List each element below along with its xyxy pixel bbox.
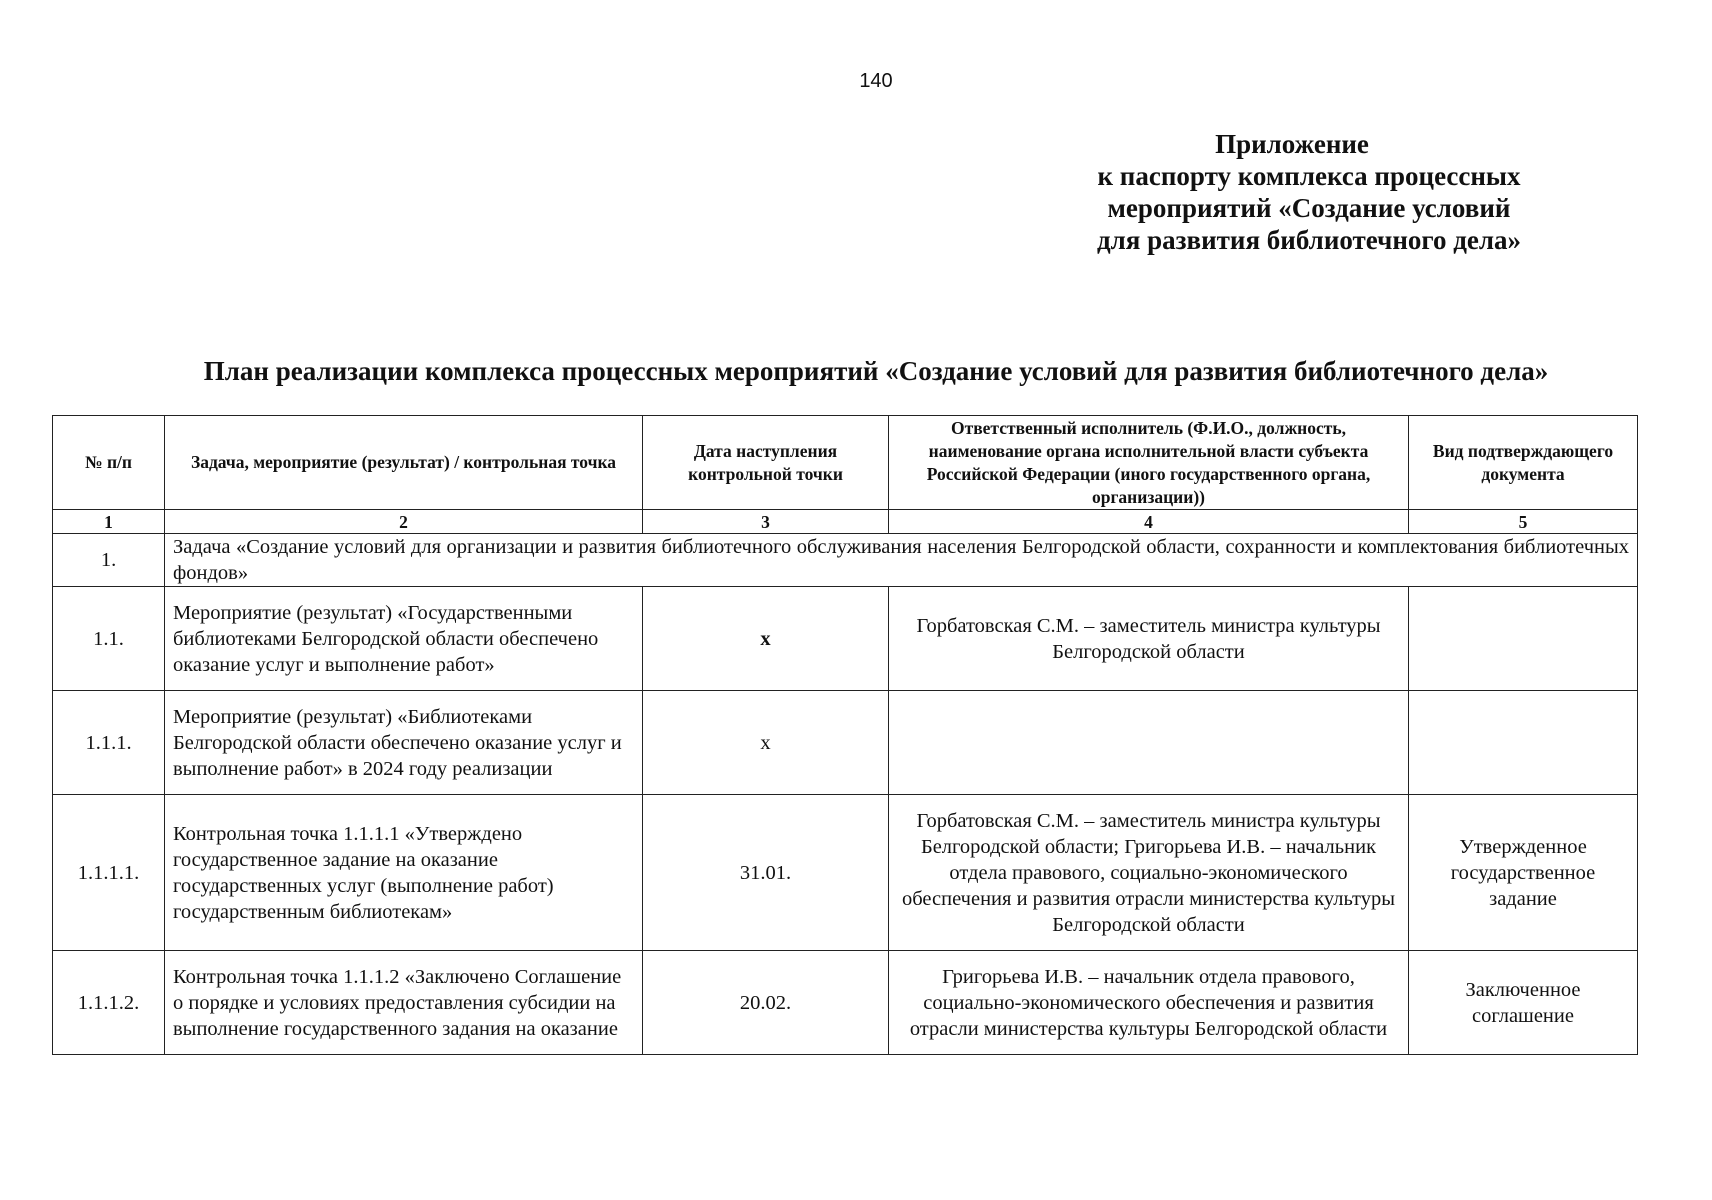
table-row bbox=[53, 691, 1638, 795]
column-number: 1 bbox=[53, 510, 165, 534]
header-date: Дата наступления контрольной точки bbox=[643, 416, 889, 510]
task-row bbox=[53, 534, 1638, 587]
column-number: 5 bbox=[1409, 510, 1638, 534]
row-date: 20.02. bbox=[643, 951, 889, 1055]
appendix-line: к паспорту комплекса процессных bbox=[1097, 161, 1521, 191]
column-number: 3 bbox=[643, 510, 889, 534]
task-text: Задача «Создание условий для организации и развития библиотечного обслуживания населения Белгородской области, сохранности и комплектования библиотечных фондов» bbox=[165, 534, 1638, 587]
row-responsible: Горбатовская С.М. – заместитель министра культуры Белгородской области; Григорьева И.В. – начальник отдела правового, социально-экономического обеспечения и развития отрасли министерства культуры Белгородской области bbox=[889, 795, 1409, 951]
row-name: Контрольная точка 1.1.1.2 «Заключено Соглашение о порядке и условиях предоставления субсидии на выполнение государственного задания на оказание bbox=[165, 951, 643, 1055]
column-number: 4 bbox=[889, 510, 1409, 534]
row-name: Мероприятие (результат) «Государственными библиотеками Белгородской области обеспечено оказание услуг и выполнение работ» bbox=[165, 587, 643, 691]
row-date: х bbox=[643, 587, 889, 691]
row-number: 1.1.1. bbox=[53, 691, 165, 795]
row-responsible: Горбатовская С.М. – заместитель министра культуры Белгородской области bbox=[889, 587, 1409, 691]
page-number: 140 bbox=[859, 70, 893, 92]
row-responsible bbox=[889, 691, 1409, 795]
row-responsible: Григорьева И.В. – начальник отдела правового, социально-экономического обеспечения и развития отрасли министерства культуры Белгородской области bbox=[889, 951, 1409, 1055]
appendix-line: для развития библиотечного дела» bbox=[1096, 225, 1522, 255]
row-document bbox=[1409, 691, 1638, 795]
row-number: 1.1.1.1. bbox=[53, 795, 165, 951]
column-number-row bbox=[53, 510, 1638, 534]
row-number: 1.1. bbox=[53, 587, 165, 691]
table-row bbox=[53, 587, 1638, 691]
row-date: 31.01. bbox=[643, 795, 889, 951]
row-date: х bbox=[643, 691, 889, 795]
row-name: Мероприятие (результат) «Библиотеками Белгородской области обеспечено оказание услуг и выполнение работ» в 2024 году реализации bbox=[165, 691, 643, 795]
header-num: № п/п bbox=[53, 416, 165, 510]
plan-title: План реализации комплекса процессных мероприятий «Создание условий для развития библиотечного дела» bbox=[203, 356, 1549, 386]
header-document: Вид подтверждающего документа bbox=[1409, 416, 1638, 510]
appendix-block bbox=[1009, 128, 1609, 256]
table-header-row bbox=[53, 416, 1638, 510]
column-number: 2 bbox=[165, 510, 643, 534]
header-responsible: Ответственный исполнитель (Ф.И.О., должность, наименование органа исполнительной власти субъекта Российской Федерации (иного государственного органа, организации)) bbox=[889, 416, 1409, 510]
table-row bbox=[53, 795, 1638, 951]
appendix-title: Приложение bbox=[1215, 129, 1369, 159]
header-task: Задача, мероприятие (результат) / контрольная точка bbox=[165, 416, 643, 510]
row-number: 1.1.1.2. bbox=[53, 951, 165, 1055]
row-name: Контрольная точка 1.1.1.1 «Утверждено государственное задание на оказание государственных услуг (выполнение работ) государственным библиотекам» bbox=[165, 795, 643, 951]
row-number: 1. bbox=[53, 534, 165, 587]
row-document: Утвержденное государственное задание bbox=[1409, 795, 1638, 951]
plan-table bbox=[52, 415, 1638, 1055]
row-document: Заключенное соглашение bbox=[1409, 951, 1638, 1055]
table-row bbox=[53, 951, 1638, 1055]
row-document bbox=[1409, 587, 1638, 691]
appendix-line: мероприятий «Создание условий bbox=[1107, 193, 1511, 223]
